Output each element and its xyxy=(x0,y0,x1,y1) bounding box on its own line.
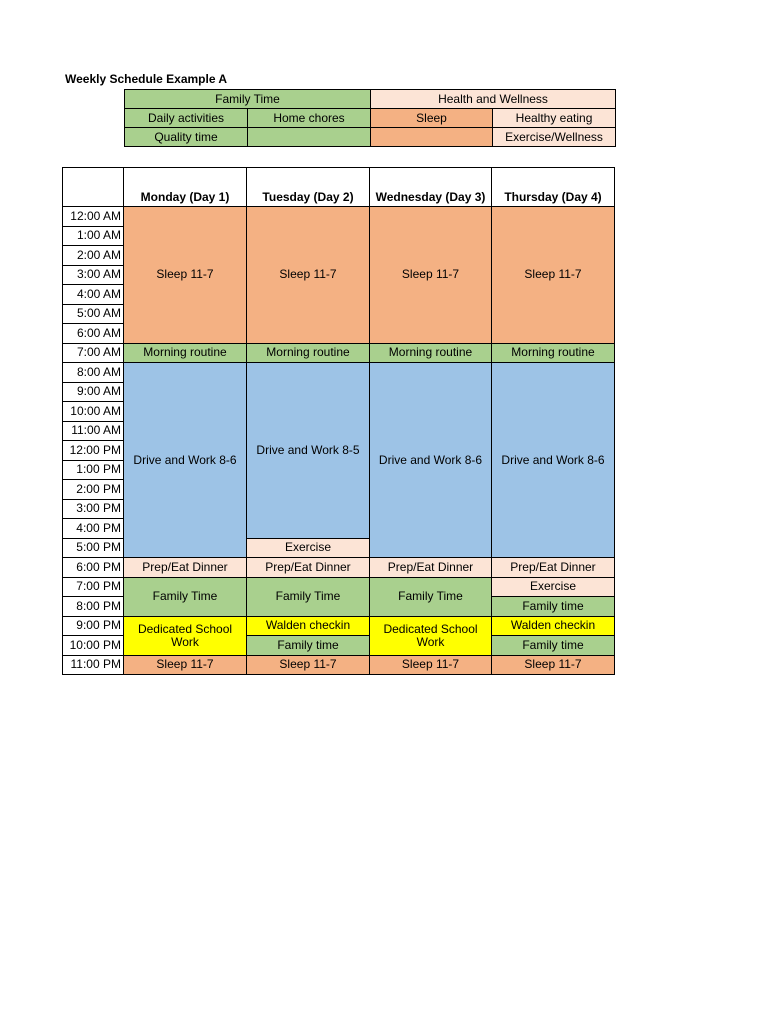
event-work: Drive and Work 8-6 xyxy=(492,363,615,558)
event-sleep: Sleep 11-7 xyxy=(370,655,492,675)
time-label: 2:00 AM xyxy=(63,246,124,266)
event-family-time: Family Time xyxy=(247,577,370,616)
time-label: 12:00 PM xyxy=(63,441,124,461)
event-morning-routine: Morning routine xyxy=(370,343,492,363)
legend-empty-green xyxy=(248,128,371,147)
time-label: 1:00 PM xyxy=(63,460,124,480)
event-walden-checkin: Walden checkin xyxy=(247,616,370,636)
legend-table xyxy=(124,89,616,147)
time-label: 9:00 AM xyxy=(63,382,124,402)
time-label: 10:00 AM xyxy=(63,402,124,422)
time-label: 3:00 AM xyxy=(63,265,124,285)
event-family-time: Family time xyxy=(492,636,615,656)
event-morning-routine: Morning routine xyxy=(124,343,247,363)
time-label: 11:00 AM xyxy=(63,421,124,441)
time-label: 4:00 PM xyxy=(63,519,124,539)
event-exercise: Exercise xyxy=(247,538,370,558)
event-work: Drive and Work 8-6 xyxy=(124,363,247,558)
event-sleep: Sleep 11-7 xyxy=(124,207,247,344)
event-walden-checkin: Walden checkin xyxy=(492,616,615,636)
day-header-thursday: Thursday (Day 4) xyxy=(492,168,615,207)
event-morning-routine: Morning routine xyxy=(492,343,615,363)
time-label: 1:00 AM xyxy=(63,226,124,246)
event-sleep: Sleep 11-7 xyxy=(247,655,370,675)
time-label: 5:00 PM xyxy=(63,538,124,558)
time-label: 6:00 AM xyxy=(63,324,124,344)
event-sleep: Sleep 11-7 xyxy=(370,207,492,344)
event-school-work: Dedicated School Work xyxy=(124,616,247,655)
day-header-monday: Monday (Day 1) xyxy=(124,168,247,207)
event-dinner: Prep/Eat Dinner xyxy=(492,558,615,578)
event-family-time: Family Time xyxy=(370,577,492,616)
legend-empty-peach xyxy=(371,128,493,147)
event-family-time: Family time xyxy=(492,597,615,617)
event-sleep: Sleep 11-7 xyxy=(492,207,615,344)
time-label: 8:00 PM xyxy=(63,597,124,617)
legend-health-wellness: Health and Wellness xyxy=(371,90,616,109)
event-school-work: Dedicated School Work xyxy=(370,616,492,655)
event-family-time: Family Time xyxy=(124,577,247,616)
time-label: 12:00 AM xyxy=(63,207,124,227)
event-morning-routine: Morning routine xyxy=(247,343,370,363)
day-header-tuesday: Tuesday (Day 2) xyxy=(247,168,370,207)
legend-quality-time: Quality time xyxy=(125,128,248,147)
legend-daily-activities: Daily activities xyxy=(125,109,248,128)
time-label: 4:00 AM xyxy=(63,285,124,305)
time-label: 3:00 PM xyxy=(63,499,124,519)
time-label: 10:00 PM xyxy=(63,636,124,656)
time-label: 7:00 AM xyxy=(63,343,124,363)
event-dinner: Prep/Eat Dinner xyxy=(124,558,247,578)
event-family-time: Family time xyxy=(247,636,370,656)
time-label: 7:00 PM xyxy=(63,577,124,597)
time-label: 11:00 PM xyxy=(63,655,124,675)
page-title: Weekly Schedule Example A xyxy=(65,72,228,86)
legend-exercise-wellness: Exercise/Wellness xyxy=(493,128,616,147)
time-label: 8:00 AM xyxy=(63,363,124,383)
legend-sleep: Sleep xyxy=(371,109,493,128)
legend-family-time: Family Time xyxy=(125,90,371,109)
event-dinner: Prep/Eat Dinner xyxy=(247,558,370,578)
event-sleep: Sleep 11-7 xyxy=(124,655,247,675)
time-label: 2:00 PM xyxy=(63,480,124,500)
time-label: 9:00 PM xyxy=(63,616,124,636)
corner-cell xyxy=(63,168,124,207)
event-work: Drive and Work 8-5 xyxy=(247,363,370,539)
event-exercise: Exercise xyxy=(492,577,615,597)
event-sleep: Sleep 11-7 xyxy=(247,207,370,344)
time-label: 5:00 AM xyxy=(63,304,124,324)
time-label: 6:00 PM xyxy=(63,558,124,578)
event-work: Drive and Work 8-6 xyxy=(370,363,492,558)
event-dinner: Prep/Eat Dinner xyxy=(370,558,492,578)
legend-home-chores: Home chores xyxy=(248,109,371,128)
day-header-wednesday: Wednesday (Day 3) xyxy=(370,168,492,207)
event-sleep: Sleep 11-7 xyxy=(492,655,615,675)
legend-healthy-eating: Healthy eating xyxy=(493,109,616,128)
schedule-table xyxy=(62,167,615,675)
